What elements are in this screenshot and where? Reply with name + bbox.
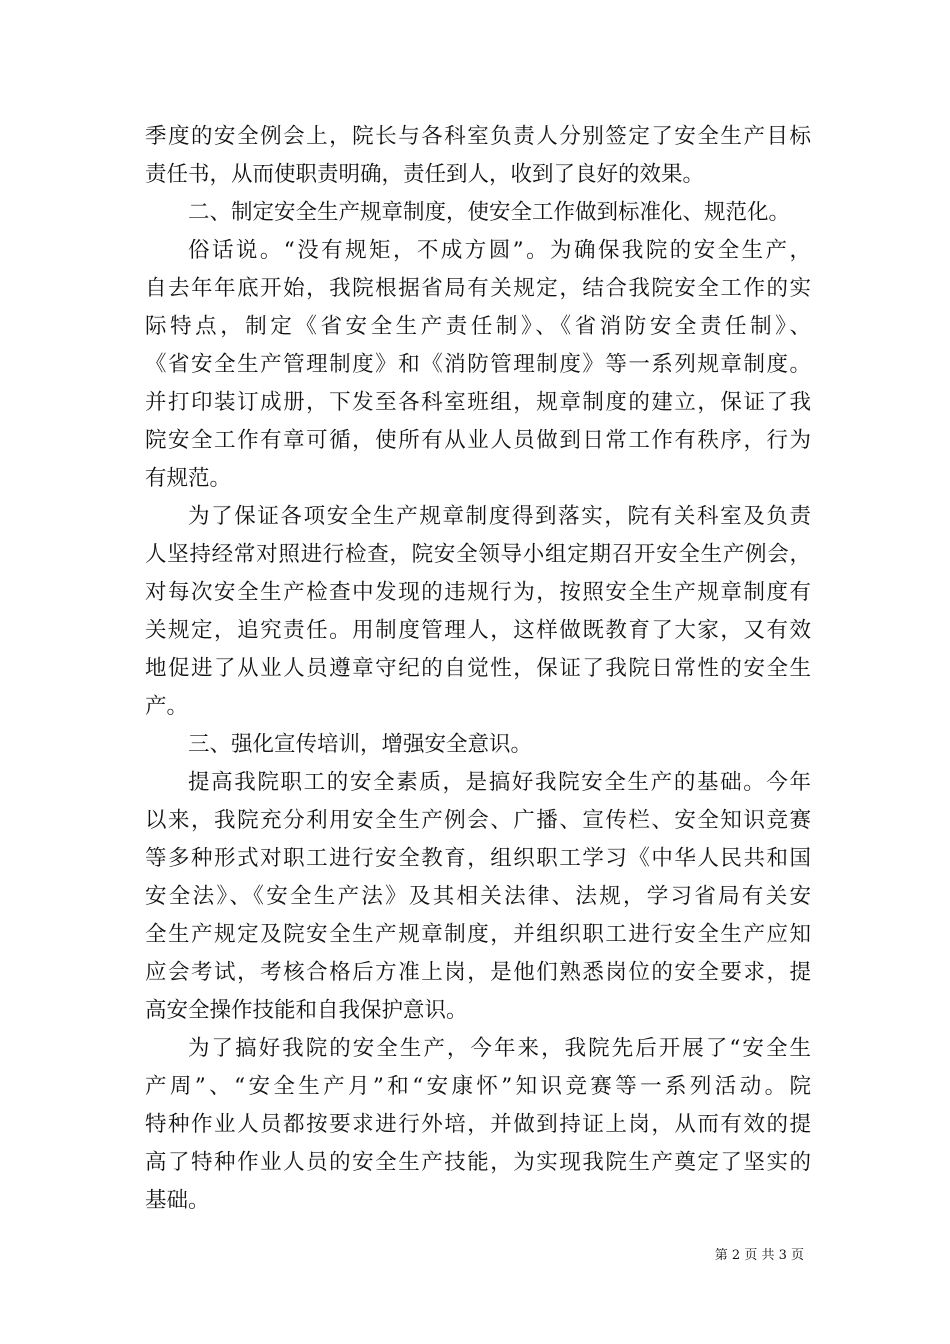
text-line: 地促进了从业人员遵章守纪的自觉性，保证了我院日常性的安全生 [145, 656, 811, 681]
text-line: 并打印装订成册，下发至各科室班组，规章制度的建立，保证了我 [145, 390, 811, 415]
text-line: 为了保证各项安全生产规章制度得到落实，院有关科室及负责 [188, 504, 811, 529]
text-line: 季度的安全例会上，院长与各科室负责人分别签定了安全生产目标 [145, 124, 811, 149]
text-line: 全生产规定及院安全生产规章制度，并组织职工进行安全生产应知 [145, 922, 811, 947]
text-line: 有规范。 [145, 466, 232, 491]
text-line: 特种作业人员都按要求进行外培，并做到持证上岗，从而有效的提 [145, 1112, 811, 1137]
text-line: 高了特种作业人员的安全生产技能，为实现我院生产奠定了坚实的 [145, 1150, 811, 1175]
text-line: 俗话说。“没有规矩，不成方圆”。为确保我院的安全生产， [188, 238, 811, 263]
text-line: 高安全操作技能和自我保护意识。 [145, 998, 468, 1023]
text-line: 产。 [145, 694, 189, 719]
text-line: 二、制定安全生产规章制度，使安全工作做到标准化、规范化。 [188, 200, 791, 225]
text-line: 等多种形式对职工进行安全教育，组织职工学习《中华人民共和国 [145, 846, 811, 871]
text-line: 自去年年底开始，我院根据省局有关规定，结合我院安全工作的实 [145, 276, 811, 301]
text-line: 为了搞好我院的安全生产，今年来，我院先后开展了“安全生 [188, 1036, 811, 1061]
text-line: 院安全工作有章可循，使所有从业人员做到日常工作有秩序，行为 [145, 428, 811, 453]
text-line: 三、强化宣传培训，增强安全意识。 [188, 732, 533, 757]
text-line: 安全法》、《安全生产法》及其相关法律、法规，学习省局有关安 [145, 884, 811, 909]
text-line: 对每次安全生产检查中发现的违规行为，按照安全生产规章制度有 [145, 580, 811, 605]
text-line: 《省安全生产管理制度》和《消防管理制度》等一系列规章制度。 [145, 352, 811, 377]
text-line: 责任书，从而使职责明确，责任到人，收到了良好的效果。 [145, 162, 705, 187]
text-line: 人坚持经常对照进行检查，院安全领导小组定期召开安全生产例会， [145, 542, 811, 567]
text-line: 际特点，制定《省安全生产责任制》、《省消防安全责任制》、 [145, 314, 811, 339]
text-line: 产周”、“安全生产月”和“安康怀”知识竞赛等一系列活动。院 [145, 1074, 811, 1099]
text-line: 以来，我院充分利用安全生产例会、广播、宣传栏、安全知识竞赛 [145, 808, 811, 833]
text-line: 基础。 [145, 1188, 210, 1213]
text-line: 应会考试，考核合格后方准上岗，是他们熟悉岗位的安全要求，提 [145, 960, 811, 985]
page-number-footer: 第 2 页 共 3 页 [714, 1248, 804, 1263]
text-line: 提高我院职工的安全素质，是搞好我院安全生产的基础。今年 [188, 770, 811, 795]
text-line: 关规定，追究责任。用制度管理人，这样做既教育了大家，又有效 [145, 618, 811, 643]
document-body [145, 118, 811, 1220]
